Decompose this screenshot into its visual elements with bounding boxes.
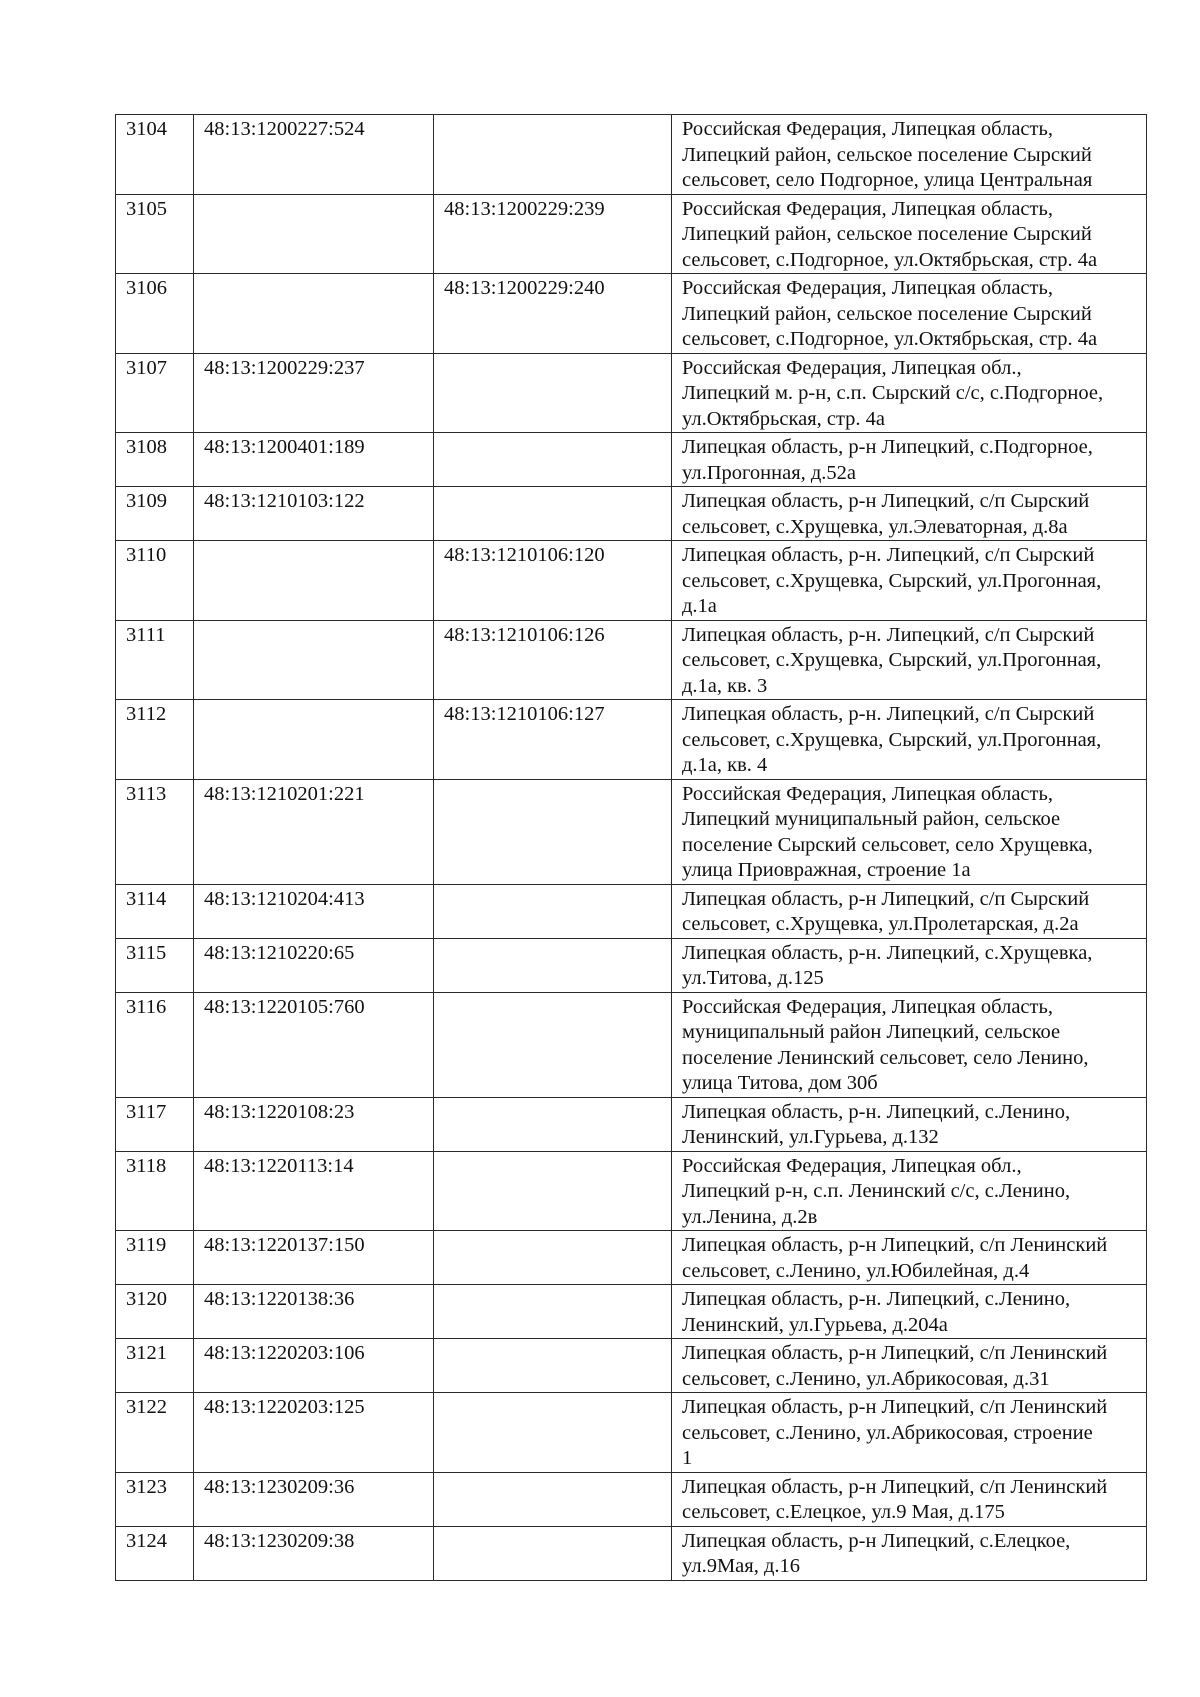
row-number: 3117 (116, 1097, 194, 1151)
building-cadastral-number: 48:13:1210106:127 (434, 700, 672, 780)
building-cadastral-number (434, 1339, 672, 1393)
land-cadastral-number: 48:13:1200229:237 (194, 353, 434, 433)
row-number: 3120 (116, 1285, 194, 1339)
building-cadastral-number: 48:13:1200229:239 (434, 194, 672, 274)
row-number: 3112 (116, 700, 194, 780)
land-cadastral-number (194, 700, 434, 780)
table-row (116, 194, 1147, 274)
land-cadastral-number (194, 541, 434, 621)
address: Липецкая область, р-н. Липецкий, с.Ленино, Ленинский, ул.Гурьева, д.204а (672, 1285, 1147, 1339)
row-number: 3106 (116, 274, 194, 354)
address: Липецкая область, р-н Липецкий, с/п Сырский сельсовет, с.Хрущевка, ул.Элеваторная, д.8а (672, 487, 1147, 541)
row-number: 3124 (116, 1526, 194, 1580)
building-cadastral-number (434, 1393, 672, 1473)
table-row (116, 1393, 1147, 1473)
address: Российская Федерация, Липецкая область, Липецкий район, сельское поселение Сырский сельсовет, село Подгорное, улица Центральная (672, 115, 1147, 195)
building-cadastral-number (434, 1526, 672, 1580)
land-cadastral-number: 48:13:1200401:189 (194, 433, 434, 487)
address: Российская Федерация, Липецкая область, Липецкий район, сельское поселение Сырский сельсовет, с.Подгорное, ул.Октябрьская, стр. 4а (672, 194, 1147, 274)
property-table (115, 114, 1147, 1581)
table-row (116, 1097, 1147, 1151)
land-cadastral-number (194, 194, 434, 274)
land-cadastral-number: 48:13:1210220:65 (194, 938, 434, 992)
address: Липецкая область, р-н. Липецкий, с.Ленино, Ленинский, ул.Гурьева, д.132 (672, 1097, 1147, 1151)
address: Российская Федерация, Липецкая обл., Липецкий м. р-н, с.п. Сырский с/с, с.Подгорное, ул.Октябрьская, стр. 4а (672, 353, 1147, 433)
land-cadastral-number: 48:13:1220113:14 (194, 1151, 434, 1231)
row-number: 3110 (116, 541, 194, 621)
address: Липецкая область, р-н Липецкий, с/п Ленинский сельсовет, с.Ленино, ул.Абрикосовая, строение 1 (672, 1393, 1147, 1473)
building-cadastral-number (434, 433, 672, 487)
building-cadastral-number: 48:13:1210106:120 (434, 541, 672, 621)
land-cadastral-number: 48:13:1210204:413 (194, 884, 434, 938)
land-cadastral-number: 48:13:1230209:38 (194, 1526, 434, 1580)
land-cadastral-number: 48:13:1220203:106 (194, 1339, 434, 1393)
row-number: 3122 (116, 1393, 194, 1473)
building-cadastral-number (434, 938, 672, 992)
table-row (116, 353, 1147, 433)
row-number: 3118 (116, 1151, 194, 1231)
address: Липецкая область, р-н Липецкий, с/п Ленинский сельсовет, с.Ленино, ул.Юбилейная, д.4 (672, 1231, 1147, 1285)
table-row (116, 1526, 1147, 1580)
building-cadastral-number (434, 487, 672, 541)
table-row (116, 700, 1147, 780)
address: Липецкая область, р-н Липецкий, с/п Ленинский сельсовет, с.Ленино, ул.Абрикосовая, д.31 (672, 1339, 1147, 1393)
table-row (116, 938, 1147, 992)
table-row (116, 541, 1147, 621)
address: Липецкая область, р-н Липецкий, с.Елецкое, ул.9Мая, д.16 (672, 1526, 1147, 1580)
table-row (116, 115, 1147, 195)
address: Липецкая область, р-н Липецкий, с/п Ленинский сельсовет, с.Елецкое, ул.9 Мая, д.175 (672, 1472, 1147, 1526)
building-cadastral-number (434, 1472, 672, 1526)
address: Российская Федерация, Липецкая область, Липецкий муниципальный район, сельское поселение Сырский сельсовет, село Хрущевка, улица Приовражная, строение 1а (672, 779, 1147, 884)
land-cadastral-number: 48:13:1210103:122 (194, 487, 434, 541)
row-number: 3111 (116, 620, 194, 700)
table-row (116, 1285, 1147, 1339)
address: Липецкая область, р-н. Липецкий, с/п Сырский сельсовет, с.Хрущевка, Сырский, ул.Прогонная, д.1а (672, 541, 1147, 621)
table-row (116, 1339, 1147, 1393)
table-row (116, 433, 1147, 487)
row-number: 3119 (116, 1231, 194, 1285)
land-cadastral-number: 48:13:1220105:760 (194, 992, 434, 1097)
address: Липецкая область, р-н Липецкий, с/п Сырский сельсовет, с.Хрущевка, ул.Пролетарская, д.2а (672, 884, 1147, 938)
property-table-body (116, 115, 1147, 1581)
row-number: 3114 (116, 884, 194, 938)
row-number: 3107 (116, 353, 194, 433)
land-cadastral-number (194, 620, 434, 700)
building-cadastral-number: 48:13:1210106:126 (434, 620, 672, 700)
land-cadastral-number: 48:13:1220108:23 (194, 1097, 434, 1151)
building-cadastral-number: 48:13:1200229:240 (434, 274, 672, 354)
row-number: 3123 (116, 1472, 194, 1526)
table-row (116, 620, 1147, 700)
land-cadastral-number: 48:13:1210201:221 (194, 779, 434, 884)
land-cadastral-number: 48:13:1220137:150 (194, 1231, 434, 1285)
table-row (116, 1472, 1147, 1526)
building-cadastral-number (434, 992, 672, 1097)
row-number: 3108 (116, 433, 194, 487)
building-cadastral-number (434, 115, 672, 195)
table-row (116, 1151, 1147, 1231)
building-cadastral-number (434, 353, 672, 433)
address: Липецкая область, р-н. Липецкий, с/п Сырский сельсовет, с.Хрущевка, Сырский, ул.Прогонная, д.1а, кв. 4 (672, 700, 1147, 780)
land-cadastral-number: 48:13:1200227:524 (194, 115, 434, 195)
building-cadastral-number (434, 884, 672, 938)
row-number: 3104 (116, 115, 194, 195)
row-number: 3105 (116, 194, 194, 274)
row-number: 3121 (116, 1339, 194, 1393)
land-cadastral-number: 48:13:1230209:36 (194, 1472, 434, 1526)
table-row (116, 884, 1147, 938)
building-cadastral-number (434, 1231, 672, 1285)
row-number: 3109 (116, 487, 194, 541)
table-row (116, 1231, 1147, 1285)
row-number: 3113 (116, 779, 194, 884)
address: Российская Федерация, Липецкая область, Липецкий район, сельское поселение Сырский сельсовет, с.Подгорное, ул.Октябрьская, стр. 4а (672, 274, 1147, 354)
building-cadastral-number (434, 1285, 672, 1339)
land-cadastral-number: 48:13:1220203:125 (194, 1393, 434, 1473)
land-cadastral-number (194, 274, 434, 354)
building-cadastral-number (434, 779, 672, 884)
table-row (116, 274, 1147, 354)
land-cadastral-number: 48:13:1220138:36 (194, 1285, 434, 1339)
address: Липецкая область, р-н. Липецкий, с.Хрущевка, ул.Титова, д.125 (672, 938, 1147, 992)
row-number: 3116 (116, 992, 194, 1097)
building-cadastral-number (434, 1097, 672, 1151)
table-row (116, 992, 1147, 1097)
row-number: 3115 (116, 938, 194, 992)
building-cadastral-number (434, 1151, 672, 1231)
table-row (116, 779, 1147, 884)
table-row (116, 487, 1147, 541)
address: Липецкая область, р-н Липецкий, с.Подгорное, ул.Прогонная, д.52а (672, 433, 1147, 487)
address: Российская Федерация, Липецкая обл., Липецкий р-н, с.п. Ленинский с/с, с.Ленино, ул.Ленина, д.2в (672, 1151, 1147, 1231)
address: Липецкая область, р-н. Липецкий, с/п Сырский сельсовет, с.Хрущевка, Сырский, ул.Прогонная, д.1а, кв. 3 (672, 620, 1147, 700)
address: Российская Федерация, Липецкая область, муниципальный район Липецкий, сельское поселение Ленинский сельсовет, село Ленино, улица Титова, дом 30б (672, 992, 1147, 1097)
